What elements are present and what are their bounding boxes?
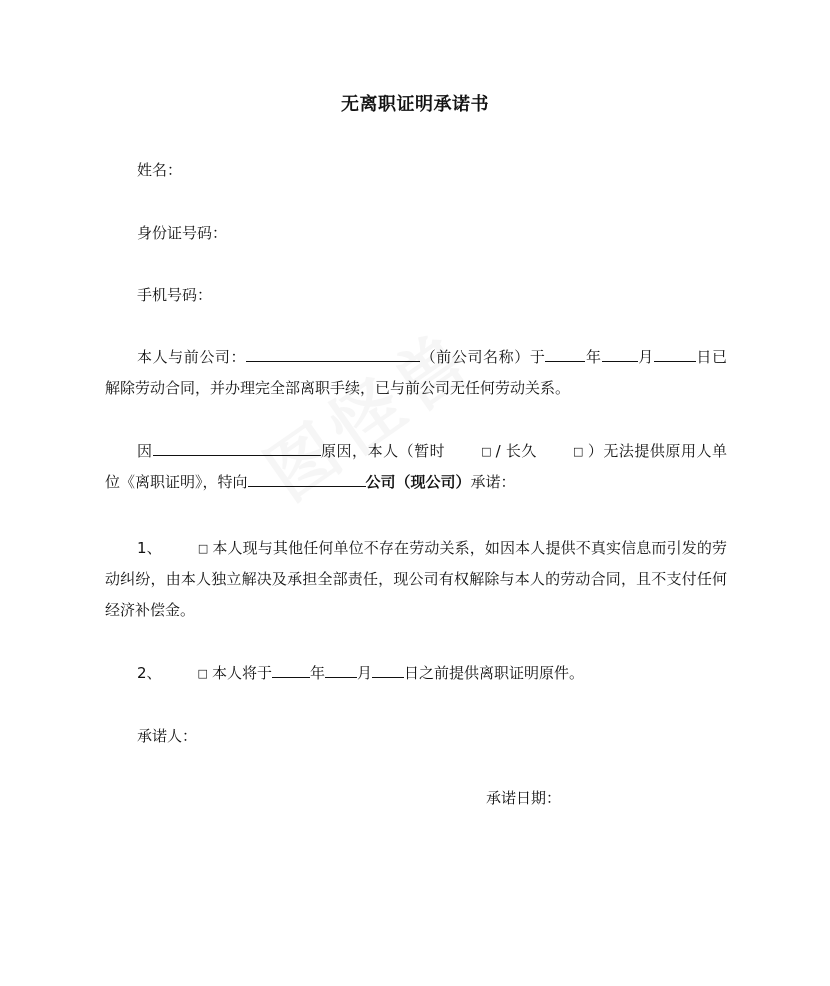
item2-day-blank <box>372 660 404 678</box>
current-company-blank <box>248 469 366 487</box>
para2-text-3: / 长久 <box>495 442 537 460</box>
item2-year-label: 年 <box>309 664 325 682</box>
para1-text-2: （前公司名称）于 <box>420 348 546 366</box>
temporary-checkbox[interactable]: □ <box>481 445 492 458</box>
item2-number: 2、 <box>137 664 162 682</box>
day-blank <box>654 344 696 362</box>
permanent-checkbox[interactable]: □ <box>572 445 584 458</box>
para2-text-1: 因 <box>137 442 153 460</box>
commitment-item-2 <box>105 658 727 689</box>
item2-checkbox[interactable]: □ <box>197 667 208 680</box>
commitment-date-label: 承诺日期： <box>486 789 562 807</box>
phone-field-label: 手机号码： <box>137 286 213 304</box>
month-blank <box>602 344 638 362</box>
item2-month-label: 月 <box>356 664 372 682</box>
former-company-blank <box>246 344 420 362</box>
para2-text-6: 承诺： <box>470 473 516 491</box>
item1-checkbox[interactable]: □ <box>197 542 209 555</box>
name-field-label: 姓名： <box>137 161 183 179</box>
item1-number: 1、 <box>137 539 162 557</box>
item2-year-blank <box>272 660 310 678</box>
para1-month-label: 月 <box>637 348 654 366</box>
item1-text: 本人现与其他任何单位不存在劳动关系，如因本人提供不真实信息而引发的劳动纠纷，由本人独立解决及承担全部责任，现公司有权解除与本人的劳动合同，且不支付任何经济补偿金。 <box>105 539 727 619</box>
reason-blank <box>153 438 321 456</box>
para2-text-2: 原因，本人（暂时 <box>320 442 446 460</box>
item2-text-4: 日之前提供离职证明原件。 <box>404 664 585 682</box>
document-title: 无离职证明承诺书 <box>341 94 489 115</box>
para1-text-5: 日已解除劳动合同，并办理完全部离职手续，已与前公司无任何劳动关系。 <box>105 348 727 397</box>
commitment-item-1 <box>105 533 727 626</box>
item2-text-1: 本人将于 <box>211 664 272 682</box>
item2-month-blank <box>325 660 357 678</box>
reason-paragraph <box>105 436 727 498</box>
para2-bold-company: 公司（现公司） <box>365 473 471 491</box>
para2-text-4: ）无法提供原用人单位《离职证明》，特向 <box>105 442 727 491</box>
former-company-paragraph <box>105 342 727 404</box>
signer-label: 承诺人： <box>137 727 198 745</box>
year-blank <box>545 344 585 362</box>
para1-text-1: 本人与前公司： <box>137 348 247 366</box>
para1-year-label: 年 <box>585 348 602 366</box>
id-number-field-label: 身份证号码： <box>137 224 228 242</box>
